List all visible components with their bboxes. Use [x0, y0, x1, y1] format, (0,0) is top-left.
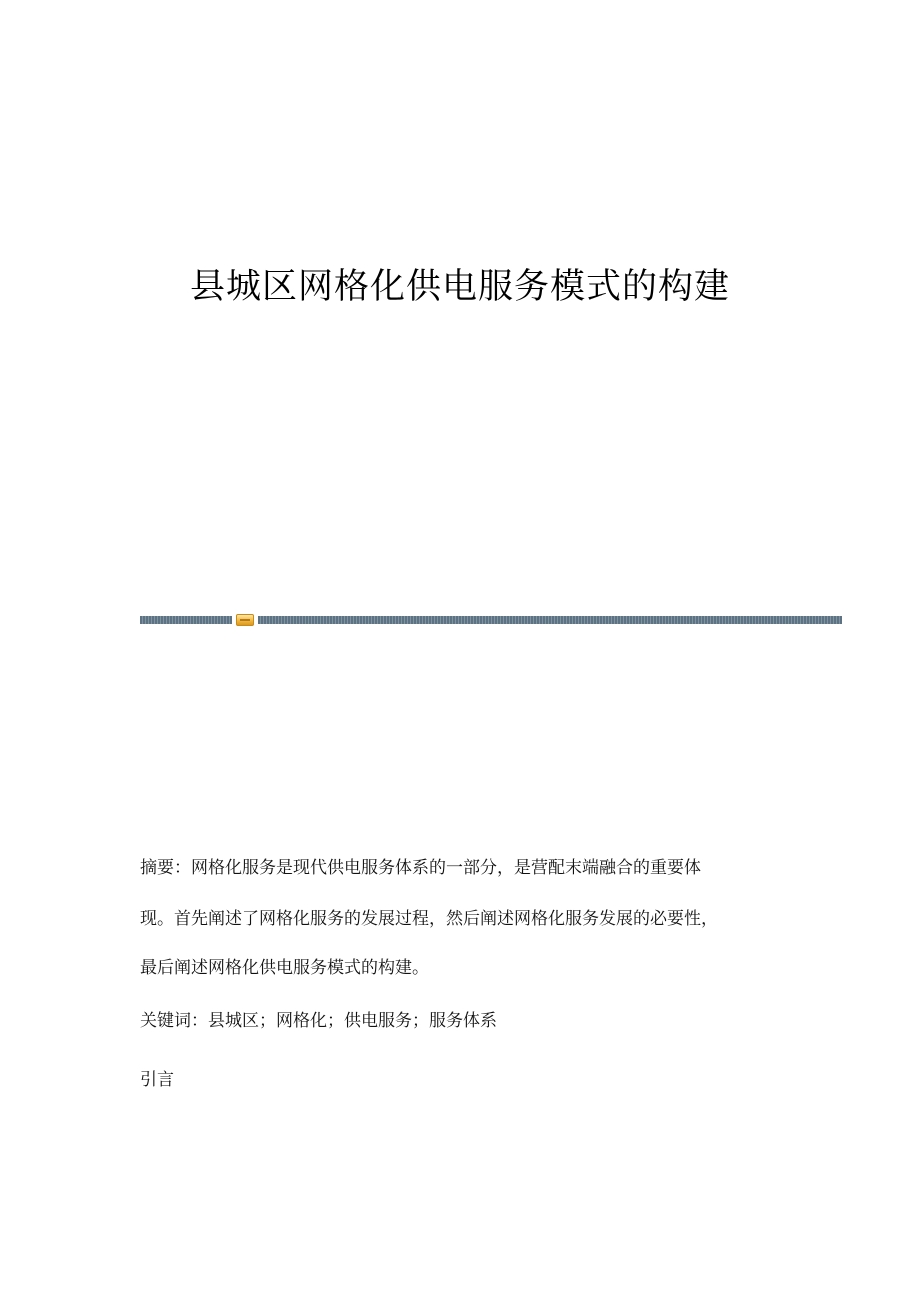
intro-heading: 引言 — [140, 1070, 174, 1090]
decorative-divider — [140, 614, 842, 626]
document-title: 县城区网格化供电服务模式的构建 — [189, 267, 730, 307]
abstract-line-2: 现。首先阐述了网格化服务的发展过程，然后阐述网格化服务发展的必要性， — [140, 909, 718, 929]
divider-bar-left — [140, 616, 232, 624]
keywords-line: 关键词：县城区；网格化；供电服务；服务体系 — [140, 1011, 497, 1031]
abstract-line-1: 摘要：网格化服务是现代供电服务体系的一部分，是营配末端融合的重要体 — [140, 858, 701, 878]
abstract-line-3: 最后阐述网格化供电服务模式的构建。 — [140, 958, 429, 978]
divider-ornament-icon — [236, 614, 254, 626]
divider-bar-right — [258, 616, 842, 624]
